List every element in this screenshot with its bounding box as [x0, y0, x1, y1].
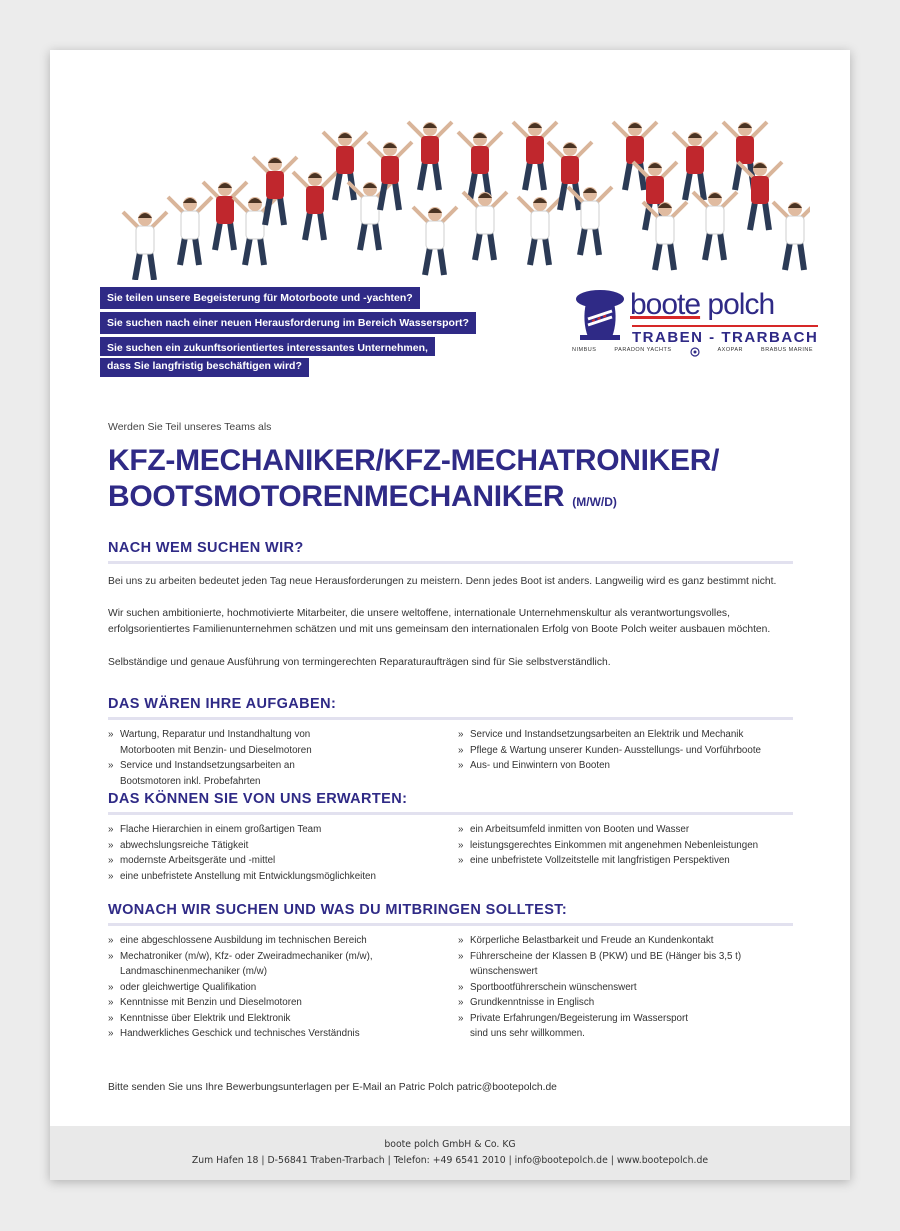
list-item: » Flache Hierarchien in einem großartigen Team — [108, 822, 438, 838]
team-member-figure — [513, 122, 557, 190]
footer-company: boote polch GmbH & Co. KG — [384, 1139, 516, 1150]
job-title — [108, 443, 808, 520]
heading-expectations: DAS KÖNNEN SIE VON UNS ERWARTEN: — [108, 791, 793, 815]
list-item: » eine unbefristete Anstellung mit Entwicklungsmöglichkeiten — [108, 869, 438, 885]
paragraph-2: Wir suchen ambitionierte, hochmotivierte Mitarbeiter, die unsere weltoffene, internationale Unternehmenskultur als verantwortungsvolles, erfolgsorientiertes Familienunternehmen schätzen und mit uns gemeinsam den internationalen Erfolg von Boote Polch weiter ausbauen möchten. — [108, 608, 771, 635]
teaser-line-2: Sie suchen nach einer neuen Herausforderung im Bereich Wassersport? — [100, 312, 476, 334]
benefits-list-right — [458, 822, 798, 869]
bollard-icon — [572, 287, 628, 343]
brand-name — [630, 289, 774, 321]
list-item: » leistungsgerechtes Einkommen mit angenehmen Nebenleistungen — [458, 838, 798, 854]
requirements-list-right — [458, 933, 803, 1042]
list-item: » eine abgeschlossene Ausbildung im technischen Bereich — [108, 933, 393, 949]
team-member-figure — [518, 197, 562, 265]
list-item: » Handwerkliches Geschick und technisches Verständnis — [108, 1026, 393, 1042]
team-member-figure — [548, 142, 592, 210]
partner-logo-axopar: AXOPAR — [717, 347, 744, 353]
paragraph-3: Selbständige und genaue Ausführung von termingerechten Reparaturaufträgen sind für Sie selbstverständlich. — [108, 657, 611, 668]
list-item: » oder gleichwertige Qualifikation — [108, 980, 393, 996]
list-item: » eine unbefristete Vollzeitstelle mit langfristigen Perspektiven — [458, 853, 798, 869]
list-item: » Service und Instandsetzungsarbeiten an Elektrik und Mechanik — [458, 727, 798, 743]
team-photo — [90, 80, 810, 280]
job-title-suffix: (M/W/D) — [572, 495, 617, 509]
list-item: » Kenntnisse mit Benzin und Dieselmotoren — [108, 995, 393, 1011]
list-item: » ein Arbeitsumfeld inmitten von Booten und Wasser — [458, 822, 798, 838]
requirements-list-left — [108, 933, 393, 1042]
partner-logo-paradon: PARADON YACHTS — [614, 347, 672, 353]
partner-emblem-icon — [690, 347, 700, 357]
company-logo — [570, 285, 820, 365]
benefits-list-left — [108, 822, 438, 884]
heading-tasks: DAS WÄREN IHRE AUFGABEN: — [108, 696, 793, 720]
job-ad-sheet — [50, 50, 850, 1180]
team-member-figure — [463, 192, 507, 260]
team-member-figure — [673, 132, 717, 200]
brand-word-1: boote — [630, 288, 701, 321]
list-item: » modernste Arbeitsgeräte und -mittel — [108, 853, 438, 869]
team-member-figure — [408, 122, 452, 190]
job-title-line-2 — [108, 479, 808, 520]
job-title-line-1: KFZ-MECHANIKER/KFZ-MECHATRONIKER/ — [108, 444, 720, 477]
list-item: » abwechslungsreiche Tätigkeit — [108, 838, 438, 854]
tasks-list-left — [108, 727, 353, 789]
team-member-figure — [413, 207, 457, 275]
team-member-figure — [123, 212, 167, 280]
list-item: » Pflege & Wartung unserer Kunden- Ausstellungs- und Vorführboote — [458, 743, 798, 759]
list-item: » Führerscheine der Klassen B (PKW) und BE (Hänger bis 3,5 t) wünschenswert — [458, 949, 803, 980]
team-member-figure — [458, 132, 502, 200]
list-item: » Private Erfahrungen/Begeisterung im Wassersport sind uns sehr willkommen. — [458, 1011, 700, 1042]
brand-city: TRABEN - TRARBACH — [632, 325, 818, 346]
footer — [50, 1126, 850, 1180]
tasks-list-right — [458, 727, 798, 774]
list-item: » Wartung, Reparatur und Instandhaltung von Motorbooten mit Benzin- und Dieselmotoren — [108, 727, 353, 758]
teaser-line-1: Sie teilen unsere Begeisterung für Motorboote und -yachten? — [100, 287, 420, 309]
list-item: » Sportbootführerschein wünschenswert — [458, 980, 803, 996]
team-member-figure — [323, 132, 367, 200]
team-member-figure — [738, 162, 782, 230]
brand-word-2: polch — [707, 288, 775, 321]
list-item: » Aus- und Einwintern von Booten — [458, 758, 798, 774]
team-member-figure — [693, 192, 737, 260]
partner-logo-nimbus: NIMBUS — [572, 347, 597, 353]
list-item: » Kenntnisse über Elektrik und Elektronik — [108, 1011, 393, 1027]
teaser-line-4: dass Sie langfristig beschäftigen wird? — [100, 358, 309, 377]
partner-logo-brabus: BRABUS MARINE — [761, 347, 814, 353]
list-item: » Körperliche Belastbarkeit und Freude an Kundenkontakt — [458, 933, 803, 949]
list-item: » Mechatroniker (m/w), Kfz- oder Zweiradmechaniker (m/w), Landmaschinenmechaniker (m/w) — [108, 949, 393, 980]
job-title-main: BOOTSMOTORENMECHANIKER — [108, 480, 565, 513]
contact-line: Bitte senden Sie uns Ihre Bewerbungsunterlagen per E-Mail an Patric Polch patric@bootepolch.de — [108, 1082, 557, 1093]
intro-text: Werden Sie Teil unseres Teams als — [108, 421, 272, 433]
list-item: » Grundkenntnisse in Englisch — [458, 995, 803, 1011]
heading-requirements: WONACH WIR SUCHEN UND WAS DU MITBRINGEN SOLLTEST: — [108, 902, 793, 926]
team-member-figure — [293, 172, 337, 240]
teaser-box — [100, 287, 476, 380]
partner-logos — [572, 347, 813, 357]
team-member-figure — [773, 202, 810, 270]
heading-who-we-seek: NACH WEM SUCHEN WIR? — [108, 540, 793, 564]
list-item: » Service und Instandsetzungsarbeiten an Bootsmotoren inkl. Probefahrten — [108, 758, 353, 789]
teaser-line-3: Sie suchen ein zukunftsorientiertes interessantes Unternehmen, — [100, 337, 435, 356]
paragraph-1: Bei uns zu arbeiten bedeutet jeden Tag neue Herausforderungen zu meistern. Denn jedes Boot ist anders. Langweilig wird es ganz bestimmt nicht. — [108, 576, 777, 587]
footer-address: Zum Hafen 18 | D-56841 Traben-Trarbach | Telefon: +49 6541 2010 | info@bootepolch.de | www.bootepolch.de — [191, 1155, 709, 1166]
team-member-figure — [168, 197, 212, 265]
team-member-figure — [203, 182, 247, 250]
